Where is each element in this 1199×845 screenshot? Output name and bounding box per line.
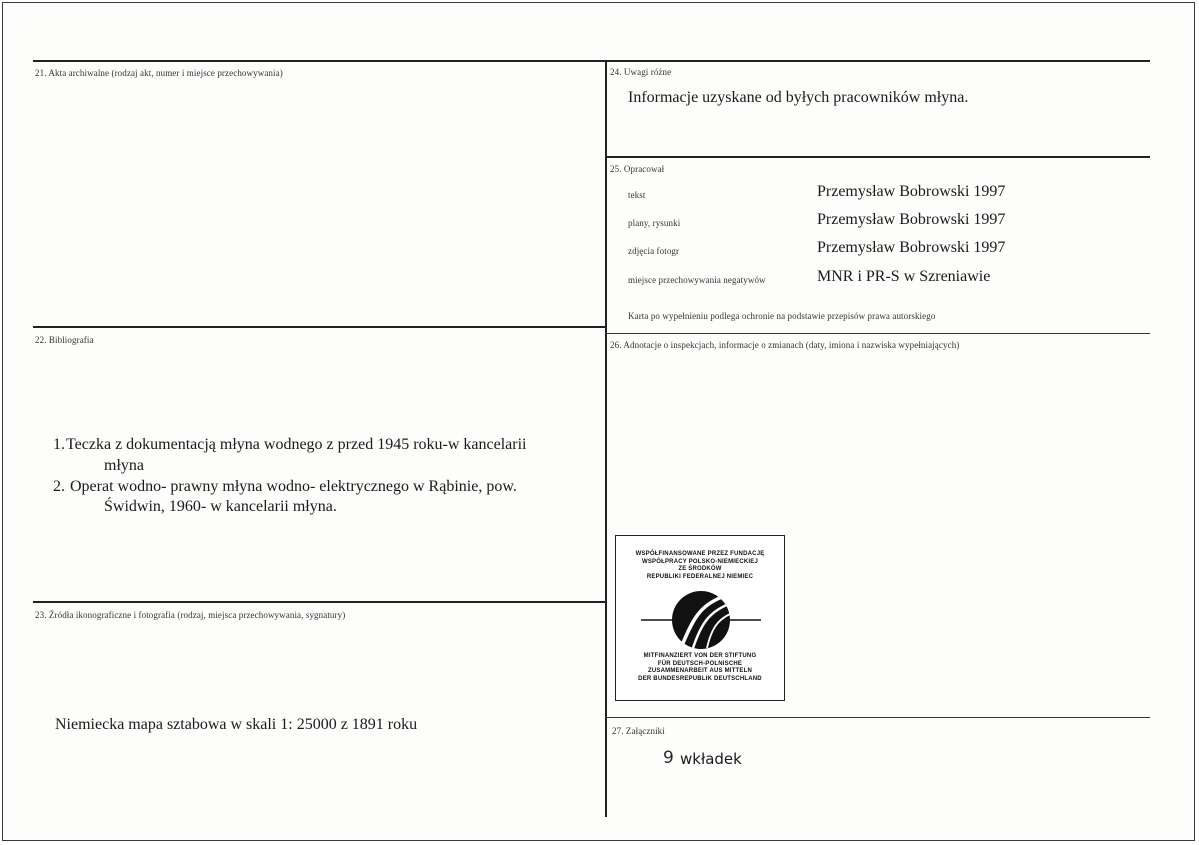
bibliography-item-2-line2: Świdwin, 1960- w kancelarii młyna. (104, 498, 337, 515)
author-row-plans-value: Przemysław Bobrowski 1997 (817, 211, 1006, 228)
rule-21-22 (33, 326, 605, 328)
bibliography-item-1-num: 1. (53, 436, 65, 453)
bibliography-item-1-line1: Teczka z dokumentacją młyna wodnego z przed 1945 roku-w kancelarii (66, 436, 527, 453)
author-row-photos-value: Przemysław Bobrowski 1997 (817, 239, 1006, 256)
rule-24-25 (607, 156, 1150, 158)
sponsor-top-line: WSPÓŁFINANSOWANE PRZEZ FUNDACJĘ (635, 551, 765, 557)
rule-25-26 (607, 333, 1150, 334)
foundation-logo-icon (641, 590, 761, 650)
section-27-label: 27. Załączniki (612, 726, 665, 736)
author-row-negatives-value: MNR i PR-S w Szreniawie (817, 268, 991, 285)
bibliography-item-1-line2: młyna (104, 457, 144, 474)
sponsor-bottom-line: ZUSAMMENARBEIT AUS MITTELN (648, 668, 752, 674)
sponsor-top-line: REPUBLIKI FEDERALNEJ NIEMIEC (646, 573, 754, 580)
iconography-value: Niemiecka mapa sztabowa w skali 1: 25000 z 1891 roku (55, 716, 418, 733)
rule-22-23 (33, 601, 605, 603)
sponsor-top-line: ZE ŚRODKÓW (678, 566, 722, 572)
sponsor-bottom-text (620, 653, 780, 683)
section-26-label: 26. Adnotacje o inspekcjach, informacje o zmianach (daty, imiona i nazwiska wypełniających) (610, 340, 960, 350)
section-21-label: 21. Akta archiwalne (rodzaj akt, numer i miejsce przechowywania) (35, 68, 283, 78)
author-row-text-value: Przemysław Bobrowski 1997 (817, 183, 1006, 200)
section-22-label: 22. Bibliografia (35, 335, 94, 345)
author-row-plans-key: plany, rysunki (628, 218, 681, 228)
section-24-label: 24. Uwagi różne (610, 67, 672, 77)
section-25-label: 25. Opracował (610, 164, 665, 174)
attachments-count: 9 (663, 748, 674, 768)
bibliography-item-2-num: 2. (53, 478, 65, 495)
center-divider (605, 61, 607, 817)
author-row-text-key: tekst (628, 190, 646, 200)
sponsor-bottom-line: DER BUNDESREPUBLIK DEUTSCHLAND (638, 675, 762, 682)
author-row-negatives-key: miejsce przechowywania negatywów (628, 275, 766, 285)
top-rule (33, 60, 1150, 62)
copyright-note: Karta po wypełnieniu podlega ochronie na podstawie przepisów prawa autorskiego (628, 311, 936, 321)
sponsor-top-text (620, 551, 780, 581)
bibliography-item-2-line1: Operat wodno- prawny młyna wodno- elektrycznego w Rąbinie, pow. (70, 478, 517, 495)
sponsor-bottom-line: FÜR DEUTSCH-POLNISCHE (657, 660, 743, 667)
rule-26-27 (607, 717, 1150, 718)
remarks-value: Informacje uzyskane od byłych pracowników młyna. (628, 89, 969, 106)
author-row-photos-key: zdjęcia fotogr (628, 246, 680, 256)
sponsor-stamp (615, 535, 785, 701)
sponsor-top-line: WSPÓŁPRACY POLSKO-NIEMIECKIEJ (641, 558, 759, 565)
sponsor-bottom-line: MITFINANZIERT VON DER STIFTUNG (643, 653, 757, 659)
section-23-label: 23. Źródła ikonograficzne i fotografia (rodzaj, miejsca przechowywania, sygnatury) (35, 610, 346, 620)
attachments-value: wkładek (680, 750, 742, 768)
